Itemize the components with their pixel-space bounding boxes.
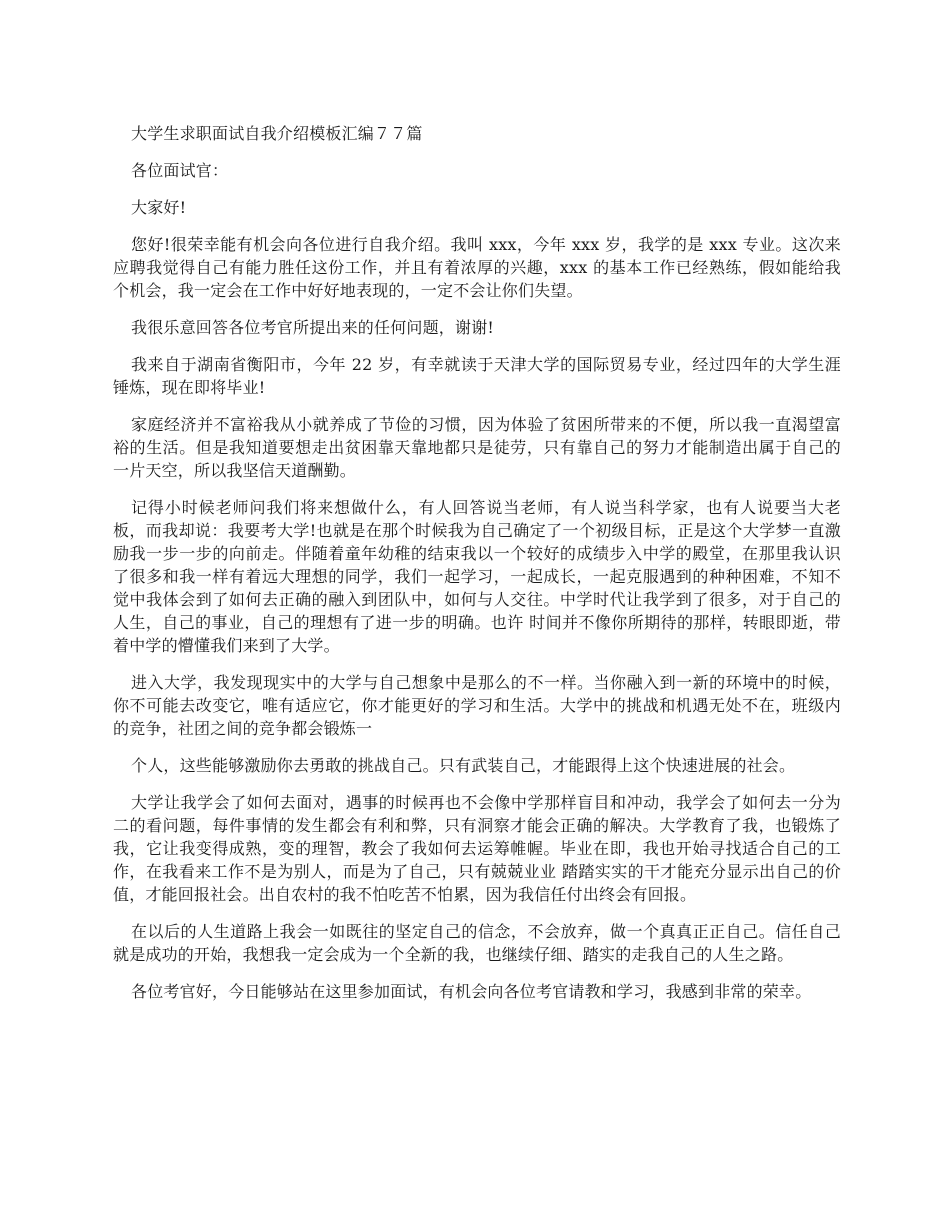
paragraph-origin: 我来自于湖南省衡阳市，今年 22 岁，有幸就读于天津大学的国际贸易专业，经过四年的大学生涯锤炼，现在即将毕业! — [113, 355, 841, 397]
paragraph-future: 在以后的人生道路上我会一如既往的坚定自己的信念，不会放弃，做一个真真正正自己。信任自己就是成功的开始，我想我一定会成为一个全新的我，也继续仔细、踏实的走我自己的人生之路。 — [113, 922, 841, 964]
paragraph-university: 进入大学，我发现现实中的大学与自己想象中是那么的不一样。当你融入到一新的环境中的时候，你不可能去改变它，唯有适应它，你才能更好的学习和生活。大学中的挑战和机遇无处不在，班级内的竞争，社团之间的竞争都会锻炼一 — [113, 673, 841, 738]
paragraph-challenge: 个人，这些能够激励你去勇敢的挑战自己。只有武装自己，才能跟得上这个快速进展的社会。 — [131, 756, 796, 775]
paragraph-questions: 我很乐意回答各位考官所提出来的任何问题，谢谢! — [131, 318, 495, 337]
paragraph-intro: 您好!很荣幸能有机会向各位进行自我介绍。我叫 xxx，今年 xxx 岁，我学的是 xxx 专业。这次来应聘我觉得自己有能力胜任这份工作，并且有着浓厚的兴趣，xxx 的基本工作已经熟练，假如能给我个机会，我一定会在工作中好好地表现的，一定不会让你们失望。 — [113, 235, 841, 300]
paragraph-hello: 大家好! — [131, 198, 187, 217]
paragraph-lessons: 大学让我学会了如何去面对，遇事的时候再也不会像中学那样盲目和冲动，我学会了如何去一分为二的看问题，每件事情的发生都会有利和弊，只有洞察才能会正确的解决。大学教育了我，也锻炼了我，它让我变得成熟，变的理智，教会了我如何去运筹帷幄。毕业在即，我也开始寻找适合自己的工作，在我看来工作不是为别人，而是为了自己，只有兢兢业业 踏踏实实的干才能充分显示出自己的价值，才能回报社会。出自农村的我不怕吃苦不怕累，因为我信任付出终会有回报。 — [113, 793, 841, 904]
paragraph-closing: 各位考官好，今日能够站在这里参加面试，有机会向各位考官请教和学习，我感到非常的荣幸。 — [131, 982, 812, 1001]
paragraph-childhood: 记得小时候老师问我们将来想做什么，有人回答说当老师，有人说当科学家，也有人说要当大老板，而我却说：我要考大学!也就是在那个时候我为自己确定了一个初级目标，正是这个大学梦一直激励我一步一步的向前走。伴随着童年幼稚的结束我以一个较好的成绩步入中学的殿堂，在那里我认识了很多和我一样有着远大理想的同学，我们一起学习，一起成长，一起克服遇到的种种困难，不知不觉中我体会到了如何去正确的融入到团队中，如何与人交往。中学时代让我学到了很多，对于自己的人生，自己的事业，自己的理想有了进一步的明确。也许 时间并不像你所期待的那样，转眼即逝，带着中学的懵懂我们来到了大学。 — [113, 498, 841, 655]
paragraph-family: 家庭经济并不富裕我从小就养成了节俭的习惯，因为体验了贫困所带来的不便，所以我一直渴望富裕的生活。但是我知道要想走出贫困靠天靠地都只是徒劳，只有靠自己的努力才能制造出属于自己的一片天空，所以我坚信天道酬勤。 — [113, 415, 841, 480]
document-body — [113, 122, 841, 1017]
paragraph-greeting-panel: 各位面试官： — [131, 161, 229, 180]
document-title: 大学生求职面试自我介绍模板汇编７７篇 — [131, 124, 423, 143]
